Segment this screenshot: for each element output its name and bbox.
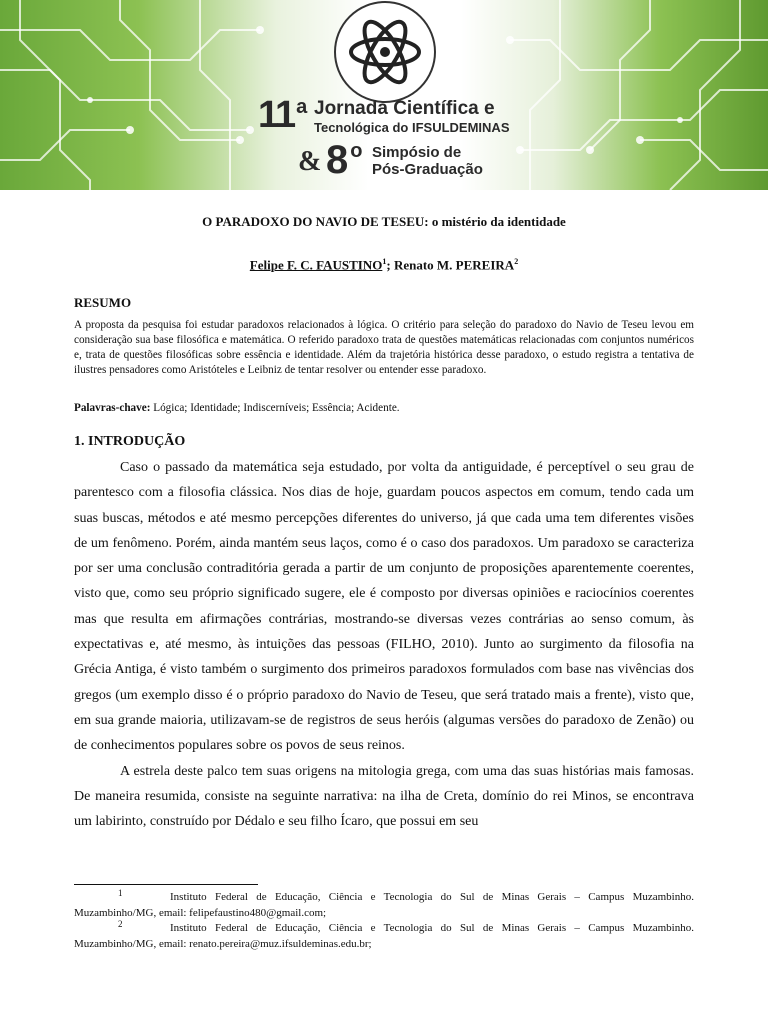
symposium-title-line1: Simpósio de	[372, 144, 462, 161]
footnote-text: Instituto Federal de Educação, Ciência e Tecnologia do Sul de Minas Gerais – Campus Muzambinho. Muzambinho/MG, email: felipefaustino480@gmail.com;	[74, 891, 694, 919]
symposium-title-line2: Pós-Graduação	[372, 161, 483, 178]
author-line	[0, 257, 768, 273]
ampersand: &	[298, 146, 322, 177]
keywords-label: Palavras-chave:	[74, 402, 151, 414]
footnote	[74, 921, 694, 952]
footnote-text: Instituto Federal de Educação, Ciência e Tecnologia do Sul de Minas Gerais – Campus Muzambinho. Muzambinho/MG, email: renato.pereira@muz.ifsuldeminas.edu.br;	[74, 922, 694, 950]
author-name: Felipe F. C. FAUSTINO	[249, 257, 383, 273]
section-heading: 1. INTRODUÇÃO	[74, 434, 186, 449]
paragraph: Caso o passado da matemática seja estudado, por volta da antiguidade, é perceptível o seu grau de parentesco com a filosofia clássica. Nos dias de hoje, guardam poucos aspectos em comum, tendo cada um suas buscas, métodos e até mesmo percepções diferentes do universo, já que cada uma tem diferentes visões de um fenômeno. Porém, ainda mantém seus laços, como é o caso dos paradoxos. Um paradoxo se caracteriza por ser uma conclusão contraditória gerada a partir de um conjunto de proposições aparentemente coerentes, visto que, como seu próprio significado sugere, ele é composto por diversas opiniões e raciocínios coerentes mas que resulta em afirmações contrárias, mostrando-se diversas vezes contrárias ao senso comum, às expectativas e, até mesmo, às intuições das pessoas (FILHO, 2010). Junto ao surgimento da filosofia na Grécia Antiga, é visto também o surgimento dos primeiros paradoxos formulados com base nas vivências dos gregos (um exemplo disso é o próprio paradoxo do Navio de Teseu, que será tratado mais a frente), visto que, em sua grande maioria, utilizavam-se de registros de seus heróis (algumas versões do paradoxo de Zenão) ou de conhecimentos populares sobre os povos de seus reinos.	[74, 460, 694, 754]
author-separator: ;	[386, 257, 394, 273]
abstract-text: A proposta da pesquisa foi estudar paradoxos relacionados à lógica. O critério para seleção do paradoxo do Navio de Teseu levou em consideração sua base filosófica e matemática. O referido paradoxo trata de questões matemáticas relacionadas com conjuntos numéricos e, trata de questões filosóficas sobre essência e identidade. Além da trajetória histórica desse paradoxo, o estudo registra a tentativa de ilustres pensadores como Aristóteles e Leibniz de tentar resolver ou entender esse paradoxo.	[74, 319, 694, 376]
edition-number: 11 $^a$	[258, 94, 308, 136]
symposium-number: 8 $^o$	[326, 138, 363, 182]
keywords-list: Lógica; Identidade; Indiscerníveis; Essência; Acidente.	[150, 402, 400, 414]
event-title-block	[258, 94, 538, 190]
event-title-line1: Jornada Científica e	[314, 98, 495, 119]
paragraph: A estrela deste palco tem suas origens na mitologia grega, com uma das suas histórias mais famosas. De maneira resumida, consiste na seguinte narrativa: na ilha de Creta, domínio do rei Minos, se encontrava um labirinto, construído por Dédalo e seu filho Ícaro, que possui em seu	[74, 763, 694, 830]
footnote-divider	[74, 884, 258, 885]
footnote-mark: 1	[118, 888, 123, 898]
author-name: Renato M. PEREIRA	[393, 257, 515, 273]
footnote-mark: 2	[118, 919, 123, 929]
footnote-ref: 1	[382, 257, 387, 266]
event-title-line2: Tecnológica do IFSULDEMINAS	[314, 120, 510, 135]
footnotes	[74, 890, 694, 952]
atom-logo-icon	[333, 0, 437, 104]
body-text	[74, 455, 694, 834]
keywords-line	[74, 402, 694, 414]
paper-title: O PARADOXO DO NAVIO DE TESEU: o mistério da identidade	[202, 214, 566, 229]
event-banner	[0, 0, 768, 190]
abstract-heading: RESUMO	[74, 295, 132, 310]
footnote-ref: 2	[514, 257, 519, 266]
footnote	[74, 890, 694, 921]
